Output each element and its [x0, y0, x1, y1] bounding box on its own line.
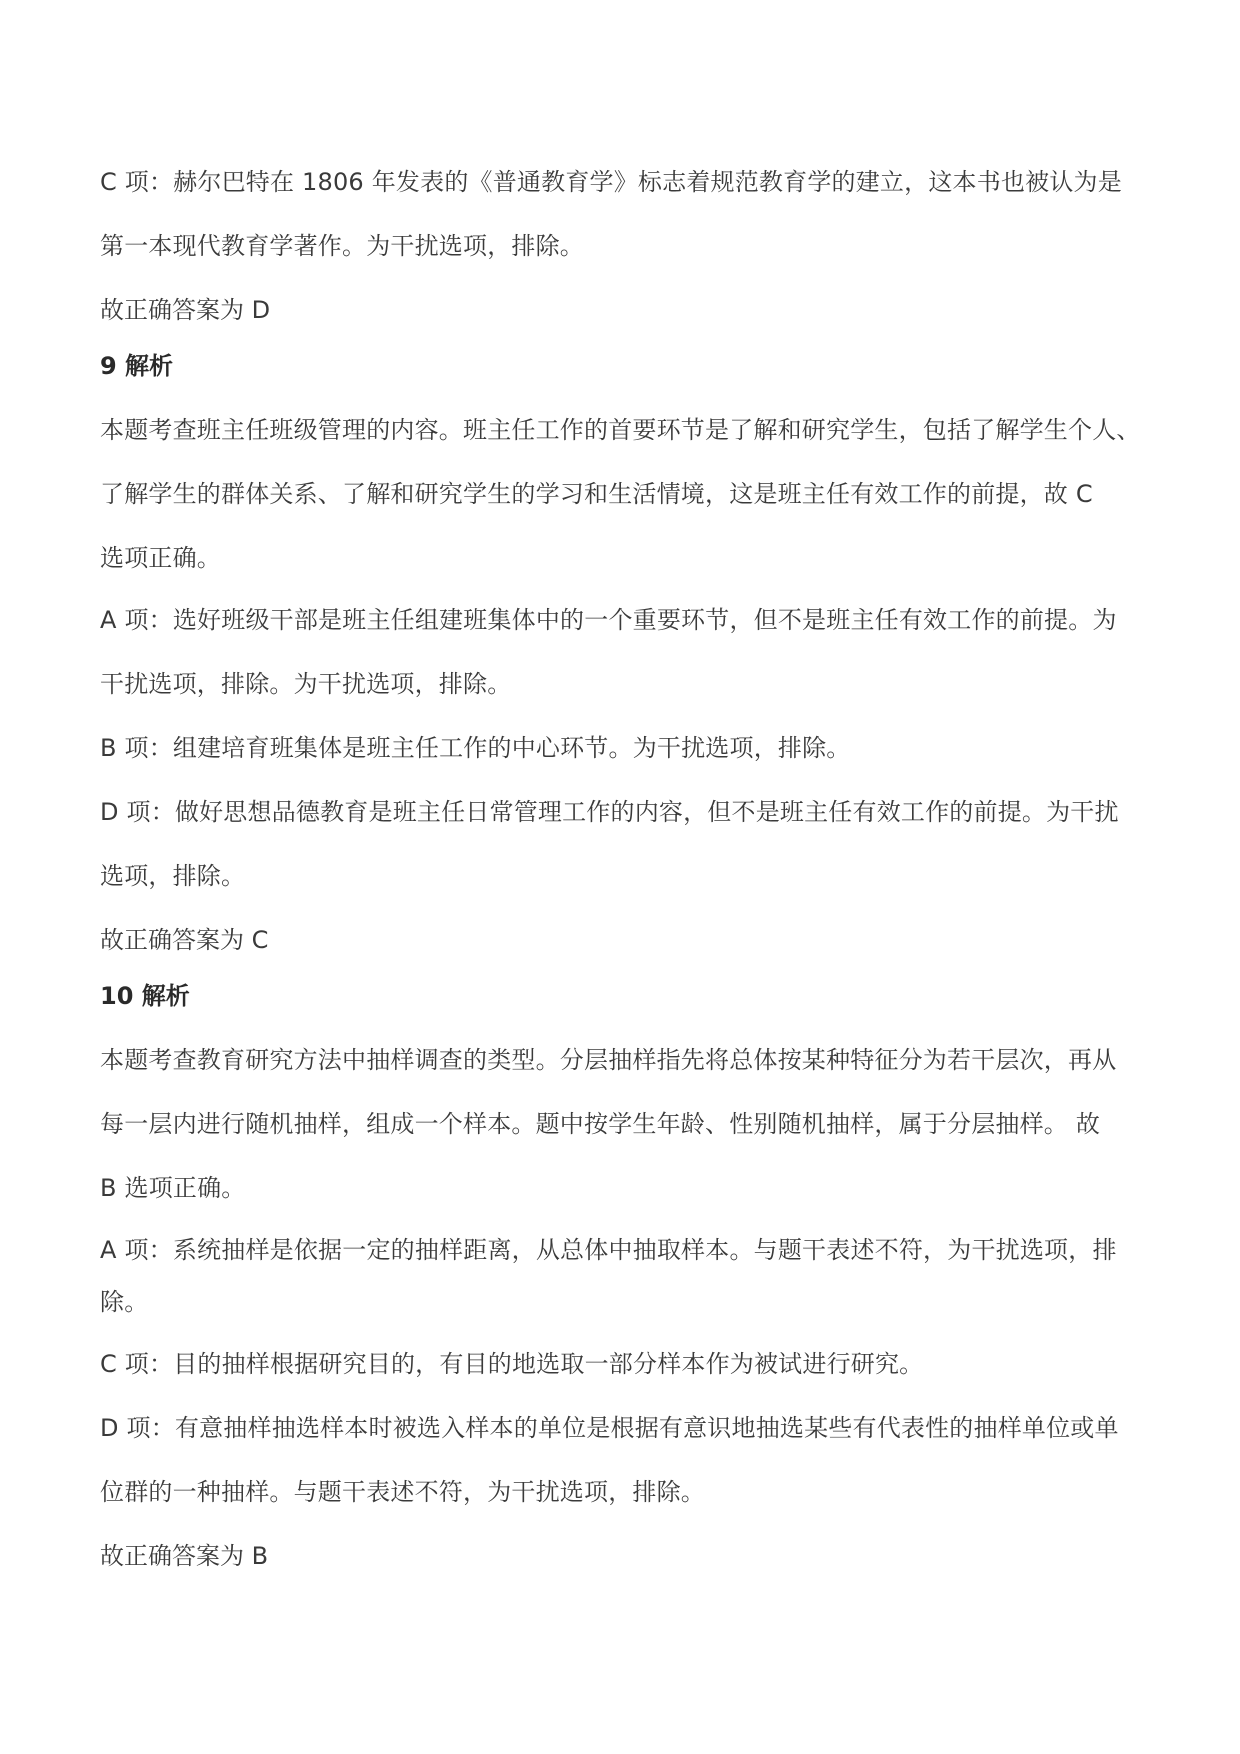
text-line: A 项：选好班级干部是班主任组建班集体中的一个重要环节，但不是班主任有效工作的前提。为 [100, 606, 1117, 634]
q9-option-a-paragraph [100, 588, 1160, 716]
q9-option-d-paragraph [100, 780, 1160, 908]
text-line: 了解学生的群体关系、了解和研究学生的学习和生活情境，这是班主任有效工作的前提，故 C [100, 480, 1093, 508]
q10-heading: 10 解析 [100, 982, 190, 1010]
text-line: 位群的一种抽样。与题干表述不符，为干扰选项，排除。 [100, 1478, 705, 1506]
text-line: C 项：赫尔巴特在 1806 年发表的《普通教育学》标志着规范教育学的建立，这本书也被认为是 [100, 168, 1122, 196]
prev-option-c-paragraph [100, 150, 1160, 278]
q9-answer: 故正确答案为 C [100, 926, 269, 954]
text-line: 除。 [100, 1288, 149, 1316]
q10-option-a-paragraph [100, 1218, 1160, 1332]
q9-heading: 9 解析 [100, 352, 174, 380]
text-line: 选项，排除。 [100, 862, 246, 890]
q10-option-d-paragraph [100, 1396, 1160, 1524]
text-line: 本题考查班主任班级管理的内容。班主任工作的首要环节是了解和研究学生，包括了解学生个人、 [100, 416, 1141, 444]
prev-answer: 故正确答案为 D [100, 296, 271, 324]
text-line: 每一层内进行随机抽样，组成一个样本。题中按学生年龄、性别随机抽样，属于分层抽样。 故 [100, 1110, 1101, 1138]
text-line: 干扰选项，排除。为干扰选项，排除。 [100, 670, 512, 698]
text-line: D 项：有意抽样抽选样本时被选入样本的单位是根据有意识地抽选某些有代表性的抽样单位或单 [100, 1414, 1119, 1442]
text-line: 第一本现代教育学著作。为干扰选项，排除。 [100, 232, 584, 260]
q10-intro-paragraph [100, 1028, 1160, 1220]
text-line: B 选项正确。 [100, 1174, 246, 1202]
text-line: A 项：系统抽样是依据一定的抽样距离，从总体中抽取样本。与题干表述不符，为干扰选项，排 [100, 1236, 1117, 1264]
text-line: C 项：目的抽样根据研究目的，有目的地选取一部分样本作为被试进行研究。 [100, 1350, 924, 1378]
q9-option-b-paragraph [100, 716, 1160, 780]
text-line: B 项：组建培育班集体是班主任工作的中心环节。为干扰选项，排除。 [100, 734, 851, 762]
q10-answer: 故正确答案为 B [100, 1542, 269, 1570]
text-line: 本题考查教育研究方法中抽样调查的类型。分层抽样指先将总体按某种特征分为若干层次，再从 [100, 1046, 1117, 1074]
text-line: D 项：做好思想品德教育是班主任日常管理工作的内容，但不是班主任有效工作的前提。为干扰 [100, 798, 1119, 826]
q9-intro-paragraph [100, 398, 1160, 590]
q10-option-c-paragraph [100, 1332, 1160, 1396]
text-line: 选项正确。 [100, 544, 221, 572]
